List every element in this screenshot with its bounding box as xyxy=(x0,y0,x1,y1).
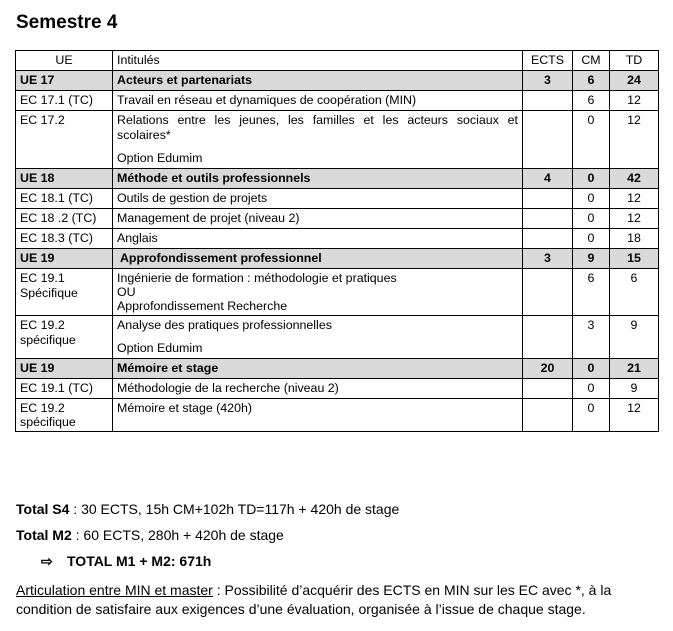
ue-td: 24 xyxy=(610,71,659,91)
table-row xyxy=(16,111,659,169)
ec-label-option: Option Edumim xyxy=(117,151,203,165)
ec-code-main: EC 19.1 xyxy=(20,271,65,285)
ec-cm: 6 xyxy=(573,91,610,111)
ec-td: 12 xyxy=(610,189,659,209)
ue-ects: 4 xyxy=(523,169,573,189)
ec-td: 6 xyxy=(610,269,659,316)
total-m1-m2 xyxy=(41,553,211,570)
ec-code xyxy=(16,316,113,359)
ec-code: EC 18.3 (TC) xyxy=(16,229,113,249)
ue-cm: 0 xyxy=(573,359,610,379)
table-row xyxy=(16,269,659,316)
ue-cm: 9 xyxy=(573,249,610,269)
ue-td: 42 xyxy=(610,169,659,189)
ec-td: 12 xyxy=(610,209,659,229)
total-s4-label: Total S4 xyxy=(16,501,70,517)
ec-label xyxy=(113,111,523,169)
ec-label-alt: Approfondissement Recherche xyxy=(117,299,288,313)
header-ects: ECTS xyxy=(523,51,573,71)
articulation-note xyxy=(16,581,656,619)
ec-ects xyxy=(523,316,573,359)
ec-code: EC 18 .2 (TC) xyxy=(16,209,113,229)
ue-cm: 6 xyxy=(573,71,610,91)
ue-td: 15 xyxy=(610,249,659,269)
ec-cm: 0 xyxy=(573,209,610,229)
table-header-row xyxy=(16,51,659,71)
ue-row xyxy=(16,249,659,269)
ec-cm: 0 xyxy=(573,111,610,169)
ec-ects xyxy=(523,269,573,316)
ue-ects: 3 xyxy=(523,249,573,269)
ec-code: EC 18.1 (TC) xyxy=(16,189,113,209)
header-cm: CM xyxy=(573,51,610,71)
ue-label: Approfondissement professionnel xyxy=(113,249,523,269)
table-row xyxy=(16,399,659,432)
total-m1-m2-value: TOTAL M1 + M2: 671h xyxy=(67,553,212,569)
ec-cm: 0 xyxy=(573,399,610,432)
ec-label xyxy=(113,316,523,359)
header-ue: UE xyxy=(16,51,113,71)
ue-label: Mémoire et stage xyxy=(113,359,523,379)
total-s4 xyxy=(16,501,399,517)
ec-ects xyxy=(523,399,573,432)
ec-ects xyxy=(523,229,573,249)
ec-label: Management de projet (niveau 2) xyxy=(113,209,523,229)
ec-td: 9 xyxy=(610,379,659,399)
ec-td: 12 xyxy=(610,91,659,111)
total-s4-value: : 30 ECTS, 15h CM+102h TD=117h + 420h de stage xyxy=(69,501,400,517)
ec-label-main: Relations entre les jeunes, les familles et les acteurs sociaux et scolaires* xyxy=(117,113,518,142)
ec-label: Travail en réseau et dynamiques de coopération (MIN) xyxy=(113,91,523,111)
ue-code: UE 19 xyxy=(16,249,113,269)
ec-code: EC 17.1 (TC) xyxy=(16,91,113,111)
ec-code-main: EC 19.2 xyxy=(20,401,65,415)
note-text: : Possibilité d’acquérir des ECTS en MIN sur les EC avec *, à la condition de satisfaire aux exigences d’une évaluation, organisée à l’issue de chaque stage. xyxy=(16,582,612,617)
ec-code-main: EC 19.2 xyxy=(20,318,65,332)
ec-label: Anglais xyxy=(113,229,523,249)
total-m2 xyxy=(16,527,284,543)
ec-code-sub: spécifique xyxy=(20,333,76,347)
ue-row xyxy=(16,359,659,379)
total-m2-label: Total M2 xyxy=(16,527,72,543)
ue-code: UE 19 xyxy=(16,359,113,379)
ec-ects xyxy=(523,209,573,229)
ec-label: Outils de gestion de projets xyxy=(113,189,523,209)
ec-label-main: Ingénierie de formation : méthodologie et pratiques xyxy=(117,271,397,285)
ue-label: Acteurs et partenariats xyxy=(113,71,523,91)
ec-code: EC 17.2 xyxy=(16,111,113,169)
ue-cm: 0 xyxy=(573,169,610,189)
ec-cm: 3 xyxy=(573,316,610,359)
header-td: TD xyxy=(610,51,659,71)
ec-td: 12 xyxy=(610,111,659,169)
ec-td: 12 xyxy=(610,399,659,432)
ec-label: Mémoire et stage (420h) xyxy=(113,399,523,432)
ec-code xyxy=(16,269,113,316)
page-title: Semestre 4 xyxy=(16,12,118,33)
ec-ects xyxy=(523,111,573,169)
ec-ects xyxy=(523,91,573,111)
ec-ects xyxy=(523,189,573,209)
ec-label: Méthodologie de la recherche (niveau 2) xyxy=(113,379,523,399)
note-heading: Articulation entre MIN et master xyxy=(16,582,213,598)
ec-td: 18 xyxy=(610,229,659,249)
ue-td: 21 xyxy=(610,359,659,379)
ue-ects: 3 xyxy=(523,71,573,91)
table-row xyxy=(16,189,659,209)
ec-label-or: OU xyxy=(117,285,136,299)
ec-ects xyxy=(523,379,573,399)
table-row xyxy=(16,209,659,229)
table-row xyxy=(16,316,659,359)
table-row xyxy=(16,229,659,249)
ue-label: Méthode et outils professionnels xyxy=(113,169,523,189)
arrow-right-icon: ⇨ xyxy=(41,553,53,569)
ec-cm: 0 xyxy=(573,189,610,209)
ec-label xyxy=(113,269,523,316)
table-row xyxy=(16,379,659,399)
course-table xyxy=(15,50,659,432)
ue-row xyxy=(16,71,659,91)
ec-code-sub: spécifique xyxy=(20,415,76,429)
total-m2-value: : 60 ECTS, 280h + 420h de stage xyxy=(71,527,284,543)
table-row xyxy=(16,91,659,111)
ec-code xyxy=(16,399,113,432)
ec-cm: 6 xyxy=(573,269,610,316)
ue-row xyxy=(16,169,659,189)
ec-td: 9 xyxy=(610,316,659,359)
ec-cm: 0 xyxy=(573,229,610,249)
ue-code: UE 18 xyxy=(16,169,113,189)
ec-label-main: Analyse des pratiques professionnelles xyxy=(117,318,332,332)
ec-code: EC 19.1 (TC) xyxy=(16,379,113,399)
ec-cm: 0 xyxy=(573,379,610,399)
header-intitules: Intitulés xyxy=(113,51,523,71)
ue-ects: 20 xyxy=(523,359,573,379)
ec-label-option: Option Edumim xyxy=(117,341,203,355)
ec-code-sub: Spécifique xyxy=(20,286,78,300)
ue-code: UE 17 xyxy=(16,71,113,91)
